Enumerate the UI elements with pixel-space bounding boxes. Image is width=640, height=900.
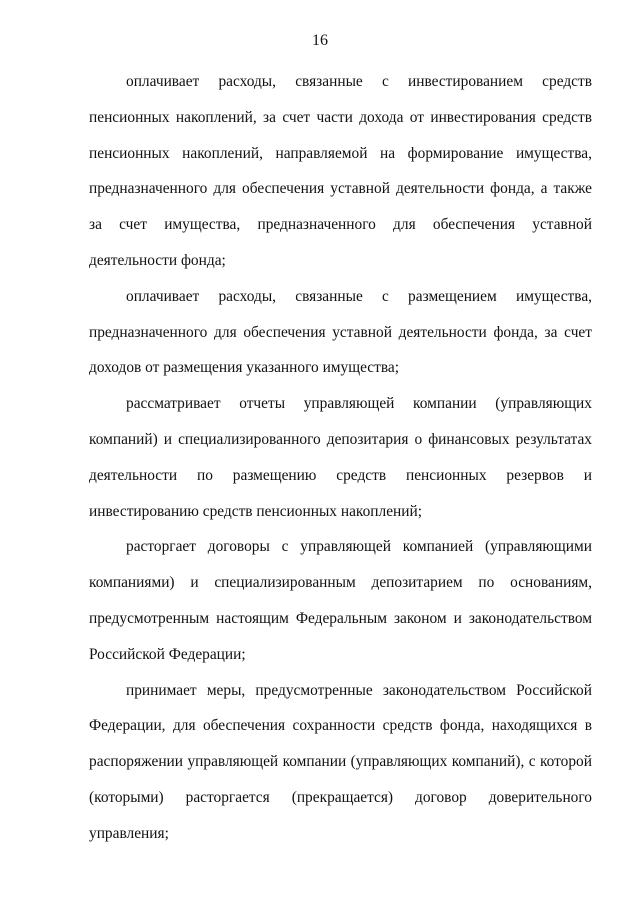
paragraph-takes-measures: принимает меры, предусмотренные законодательством Российской Федерации, для обеспечения сохранности средств фонда, находящихся в распоряжении управляющей компании (управляющих компаний), с которой (которыми) расторгается (прекращается) договор доверительного управления; (89, 681, 592, 842)
paragraph-expenses-placement: оплачивает расходы, связанные с размещением имущества, предназначенного для обеспечения уставной деятельности фонда, за счет доходов от размещения указанного имущества; (89, 287, 592, 377)
paragraph-expenses-investment: оплачивает расходы, связанные с инвестированием средств пенсионных накоплений, за счет части дохода от инвестирования средств пенсионных накоплений, направляемой на формирование имущества, предназначенного для обеспечения уставной деятельности фонда, а также за счет имущества, предназначенного для обеспечения уставной деятельности фонда; (89, 73, 592, 269)
paragraph-reviews-reports: рассматривает отчеты управляющей компании (управляющих компаний) и специализированного депозитария о финансовых результатах деятельности по размещению средств пенсионных резервов и инвестированию средств пенсионных накоплений; (89, 395, 592, 520)
page-number: 16 (312, 32, 328, 49)
paragraph-terminates-contracts: расторгает договоры с управляющей компанией (управляющими компаниями) и специализированным депозитарием по основаниям, предусмотренным настоящим Федеральным законом и законодательством Российской Федерации; (89, 538, 592, 663)
document-body (89, 64, 592, 852)
